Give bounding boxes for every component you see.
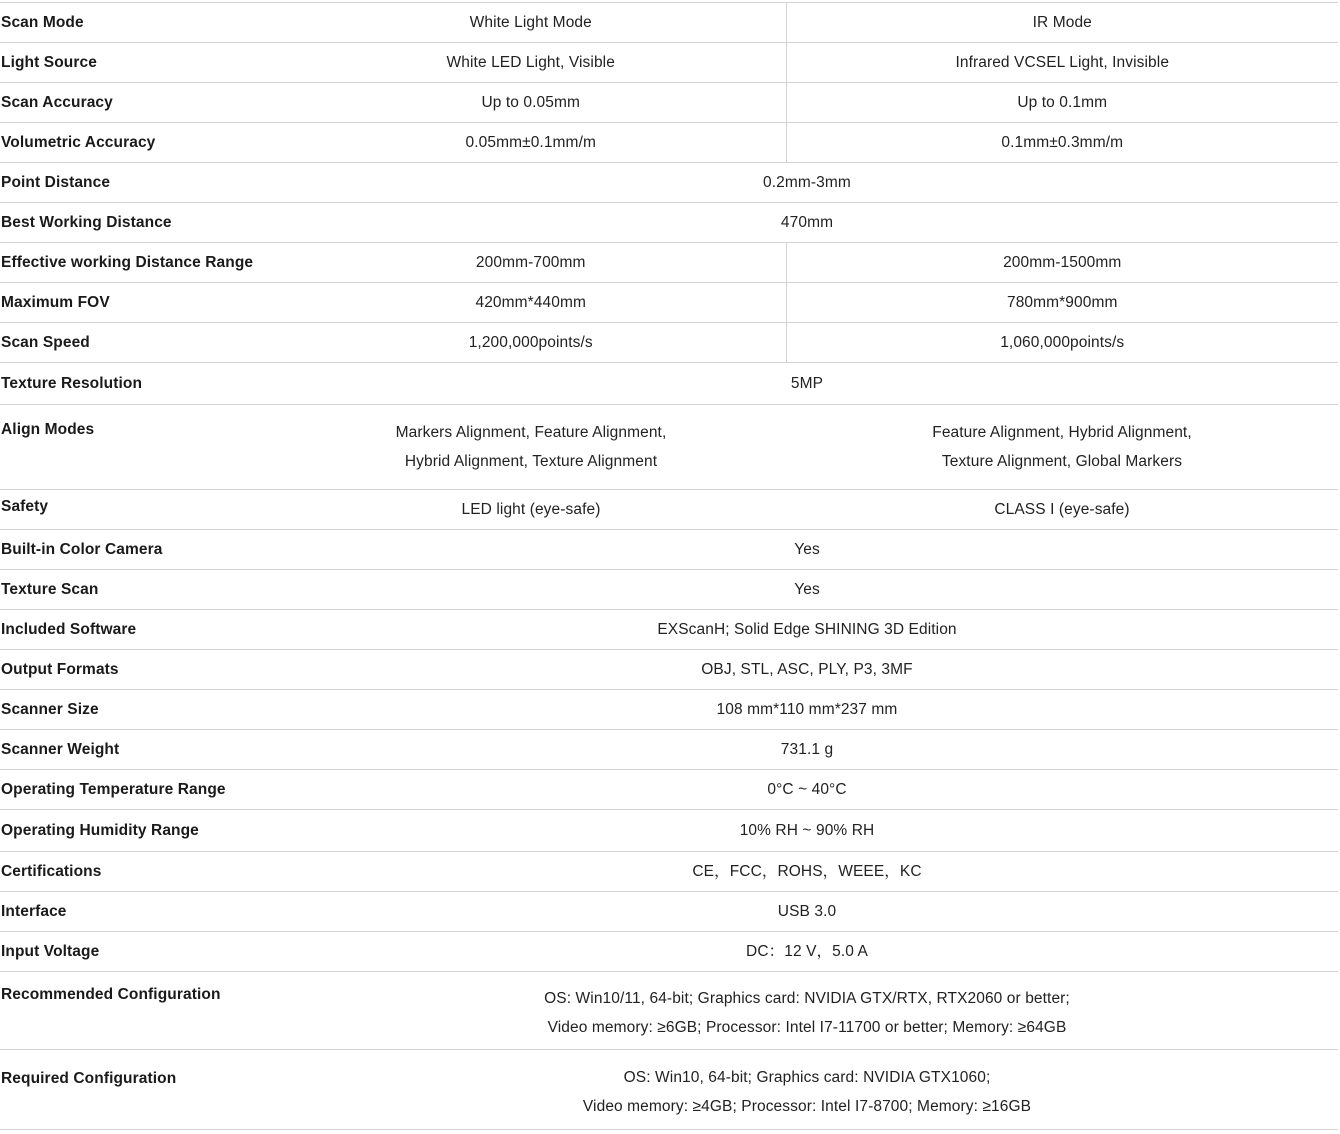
row-label: Light Source <box>0 43 276 83</box>
shared-value: 0.2mm-3mm <box>276 163 1338 203</box>
ir-value: CLASS I (eye-safe) <box>786 490 1338 530</box>
value-line: Hybrid Alignment, Texture Alignment <box>404 453 658 470</box>
shared-value: DC：12 V，5.0 A <box>276 932 1338 972</box>
row-label: Required Configuration <box>0 1050 276 1130</box>
table-row <box>0 323 1338 363</box>
shared-value: 731.1 g <box>276 730 1338 770</box>
table-row <box>0 163 1338 203</box>
row-label: Effective working Distance Range <box>0 243 276 283</box>
row-label: Texture Resolution <box>0 363 276 405</box>
white-light-value: LED light (eye-safe) <box>276 490 786 530</box>
table-row <box>0 610 1338 650</box>
table-row <box>0 650 1338 690</box>
shared-value <box>276 972 1338 1050</box>
shared-value: USB 3.0 <box>276 892 1338 932</box>
row-label: Input Voltage <box>0 932 276 972</box>
row-label: Scanner Weight <box>0 730 276 770</box>
table-row <box>0 852 1338 892</box>
row-label: Scan Mode <box>0 3 276 43</box>
table-row <box>0 770 1338 810</box>
row-label: Best Working Distance <box>0 203 276 243</box>
spec-table <box>0 2 1338 1130</box>
row-label: Recommended Configuration <box>0 972 276 1050</box>
value-line: Texture Alignment, Global Markers <box>941 453 1183 470</box>
shared-value <box>276 1050 1338 1130</box>
table-row <box>0 892 1338 932</box>
table-row <box>0 690 1338 730</box>
white-light-value: White Light Mode <box>276 3 786 43</box>
ir-value: 780mm*900mm <box>786 283 1338 323</box>
ir-value <box>786 405 1338 490</box>
table-row <box>0 932 1338 972</box>
row-label: Volumetric Accuracy <box>0 123 276 163</box>
row-label: Operating Temperature Range <box>0 770 276 810</box>
shared-value: CE，FCC，ROHS，WEEE，KC <box>276 852 1338 892</box>
white-light-value: 1,200,000points/s <box>276 323 786 363</box>
row-label: Output Formats <box>0 650 276 690</box>
shared-value: 5MP <box>276 363 1338 405</box>
row-label: Scan Accuracy <box>0 83 276 123</box>
table-row <box>0 3 1338 43</box>
ir-value: 200mm-1500mm <box>786 243 1338 283</box>
table-row <box>0 490 1338 530</box>
row-label: Texture Scan <box>0 570 276 610</box>
value-line: OS: Win10/11, 64-bit; Graphics card: NVIDIA GTX/RTX, RTX2060 or better; <box>544 989 1070 1007</box>
white-light-value <box>276 405 786 490</box>
table-row <box>0 43 1338 83</box>
row-label: Maximum FOV <box>0 283 276 323</box>
ir-value: Up to 0.1mm <box>786 83 1338 123</box>
table-row <box>0 123 1338 163</box>
table-row <box>0 972 1338 1050</box>
value-line: Feature Alignment, Hybrid Alignment, <box>932 424 1192 441</box>
table-row <box>0 203 1338 243</box>
row-label: Safety <box>0 490 276 530</box>
table-row <box>0 1050 1338 1130</box>
shared-value: EXScanH; Solid Edge SHINING 3D Edition <box>276 610 1338 650</box>
ir-value: IR Mode <box>786 3 1338 43</box>
table-row <box>0 810 1338 852</box>
shared-value: Yes <box>276 570 1338 610</box>
white-light-value: 420mm*440mm <box>276 283 786 323</box>
table-row <box>0 363 1338 405</box>
shared-value: 470mm <box>276 203 1338 243</box>
table-row <box>0 730 1338 770</box>
ir-value: 1,060,000points/s <box>786 323 1338 363</box>
value-line: Video memory: ≥4GB; Processor: Intel I7-8700; Memory: ≥16GB <box>582 1097 1032 1115</box>
table-row <box>0 570 1338 610</box>
table-row <box>0 283 1338 323</box>
row-label: Scanner Size <box>0 690 276 730</box>
shared-value: 10% RH ~ 90% RH <box>276 810 1338 852</box>
row-label: Included Software <box>0 610 276 650</box>
white-light-value: White LED Light, Visible <box>276 43 786 83</box>
white-light-value: Up to 0.05mm <box>276 83 786 123</box>
shared-value: Yes <box>276 530 1338 570</box>
value-line: Markers Alignment, Feature Alignment, <box>395 424 667 441</box>
shared-value: 0°C ~ 40°C <box>276 770 1338 810</box>
table-row <box>0 530 1338 570</box>
value-line: Video memory: ≥6GB; Processor: Intel I7-11700 or better; Memory: ≥64GB <box>547 1018 1067 1036</box>
row-label: Built-in Color Camera <box>0 530 276 570</box>
shared-value: OBJ, STL, ASC, PLY, P3, 3MF <box>276 650 1338 690</box>
value-line: OS: Win10, 64-bit; Graphics card: NVIDIA GTX1060; <box>623 1068 991 1086</box>
row-label: Align Modes <box>0 405 276 490</box>
row-label: Scan Speed <box>0 323 276 363</box>
row-label: Point Distance <box>0 163 276 203</box>
row-label: Certifications <box>0 852 276 892</box>
row-label: Interface <box>0 892 276 932</box>
table-row <box>0 405 1338 490</box>
white-light-value: 200mm-700mm <box>276 243 786 283</box>
shared-value: 108 mm*110 mm*237 mm <box>276 690 1338 730</box>
table-row <box>0 243 1338 283</box>
ir-value: Infrared VCSEL Light, Invisible <box>786 43 1338 83</box>
row-label: Operating Humidity Range <box>0 810 276 852</box>
white-light-value: 0.05mm±0.1mm/m <box>276 123 786 163</box>
table-row <box>0 83 1338 123</box>
ir-value: 0.1mm±0.3mm/m <box>786 123 1338 163</box>
